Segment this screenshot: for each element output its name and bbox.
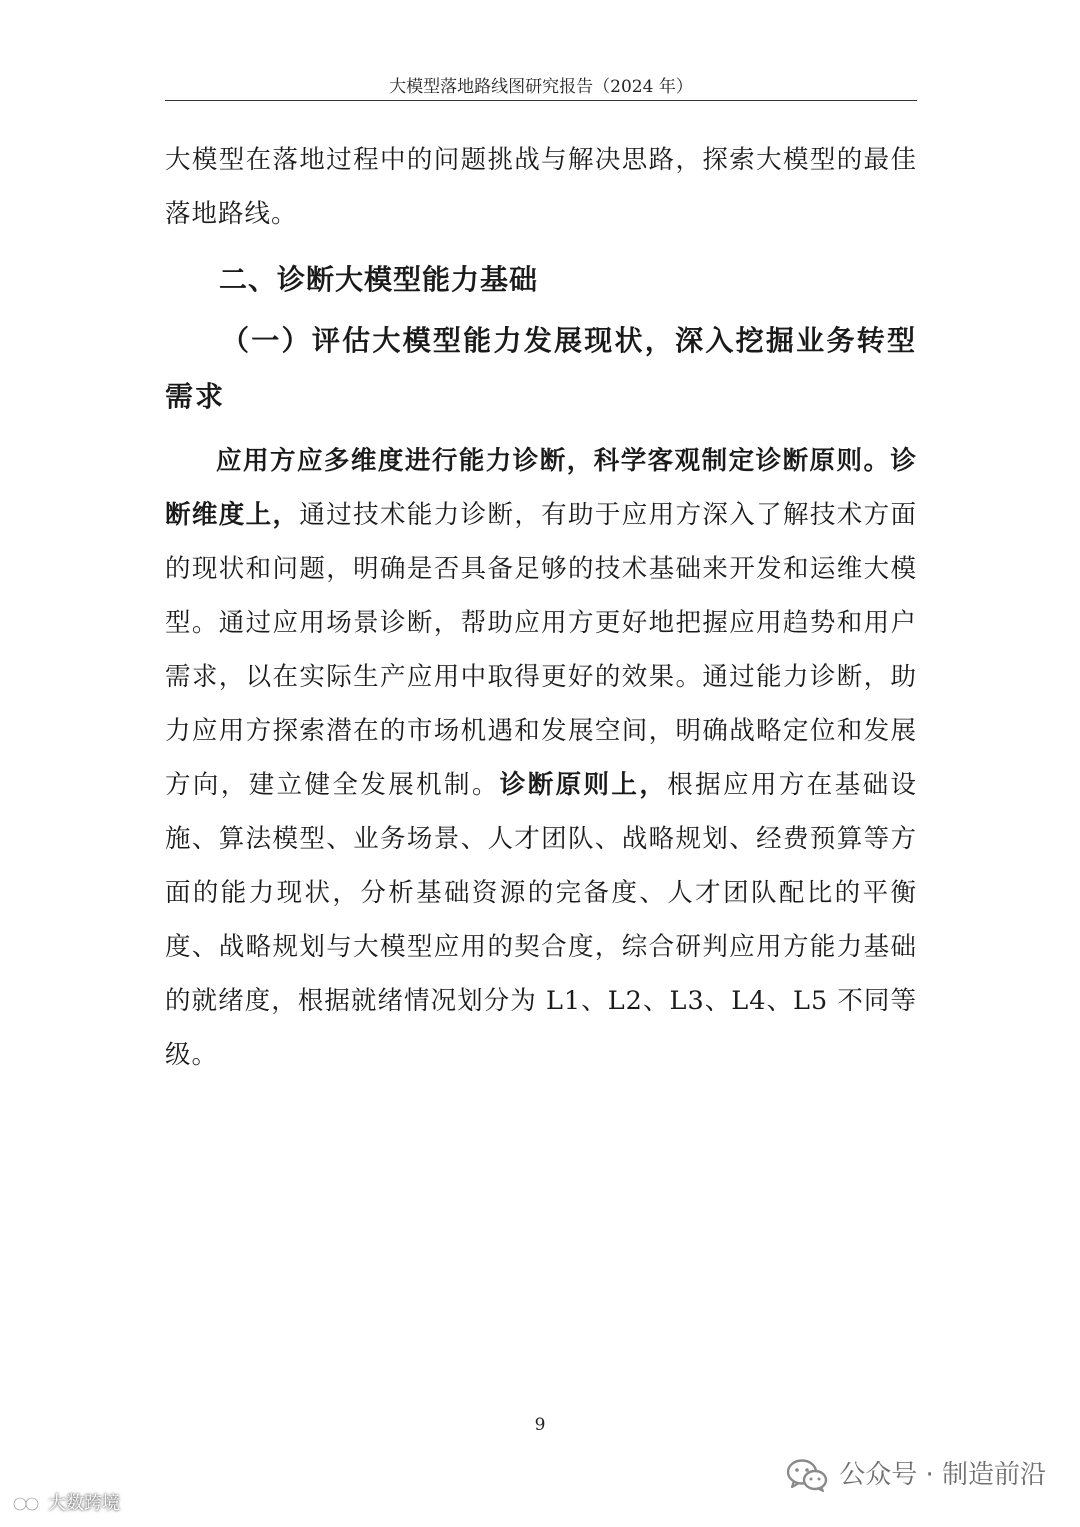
wechat-icon <box>785 1457 829 1493</box>
lead-bold-text: 应用方应多维度进行能力诊断，科学客观制定诊断原则。诊断维度上， <box>165 446 917 530</box>
principle-bold-text: 诊断原则上， <box>499 770 668 800</box>
wechat-watermark <box>785 1455 1046 1495</box>
source-logo-icon <box>12 1493 42 1515</box>
dimension-text: 通过技术能力诊断，有助于应用方深入了解技术方面的现状和问题，明确是否具备足够的技术基础来开发和运维大模型。通过应用场景诊断，帮助应用方更好地把握应用趋势和用户需求，以在实际生产应用中取得更好的效果。通过能力诊断，助力应用方探索潜在的市场机遇和发展空间，明确战略定位和发展方向，建立健全发展机制。 <box>165 500 917 800</box>
running-header: 大模型落地路线图研究报告（2024 年） <box>389 77 693 97</box>
header-rule <box>165 100 917 101</box>
sub-heading: （一）评估大模型能力发展现状，深入挖掘业务转型需求 <box>165 324 917 413</box>
source-watermark <box>12 1490 120 1518</box>
body-paragraph <box>165 434 917 1082</box>
principle-text: 根据应用方在基础设施、算法模型、业务场景、人才团队、战略规划、经费预算等方面的能力现状，分析基础资源的完备度、人才团队配比的平衡度、战略规划与大模型应用的契合度，综合研判应用方能力基础的就绪度，根据就绪情况划分为 L1、L2、L3、L4、L5 不同等级。 <box>165 770 917 1070</box>
page-number: 9 <box>534 1415 546 1435</box>
section-heading: 二、诊断大模型能力基础 <box>219 263 539 296</box>
source-watermark-text: 大数跨境 <box>48 1493 120 1514</box>
intro-paragraph: 大模型在落地过程中的问题挑战与解决思路，探索大模型的最佳落地路线。 <box>165 145 917 229</box>
wechat-watermark-text: 公众号 · 制造前沿 <box>839 1460 1046 1490</box>
